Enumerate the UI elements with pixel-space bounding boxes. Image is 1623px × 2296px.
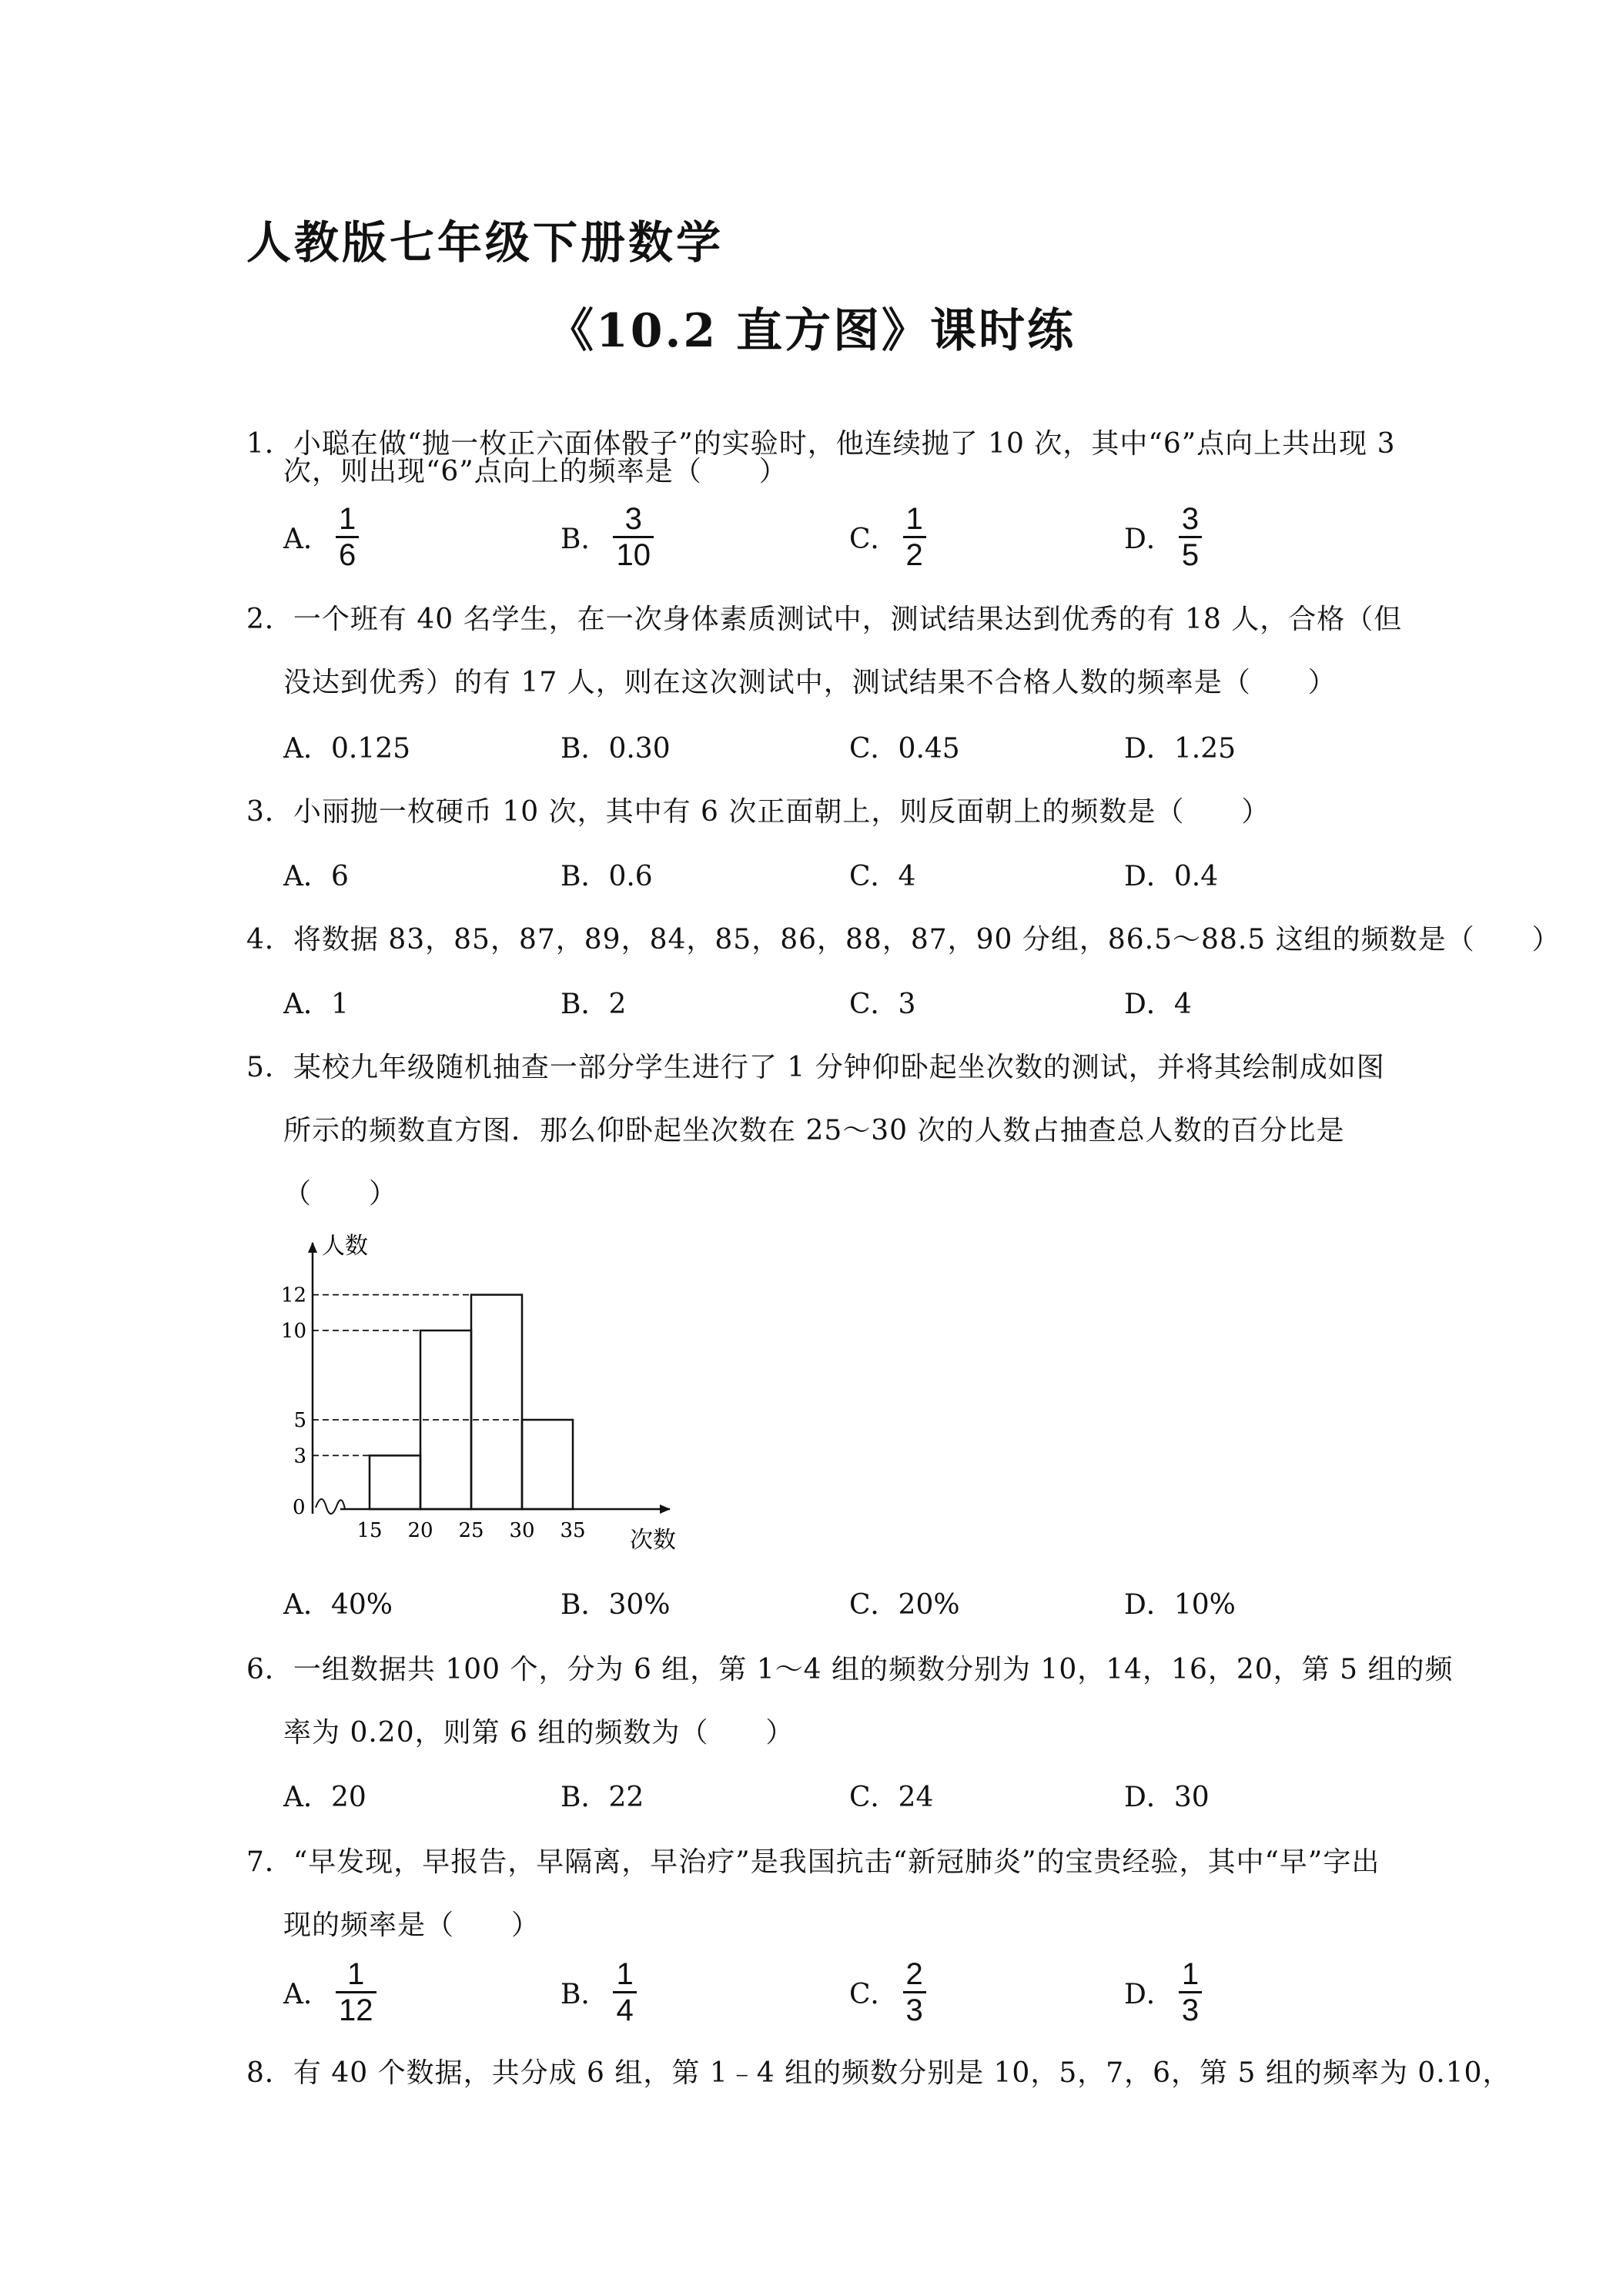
q7-option-a: A． $\frac{1}{12}$ bbox=[283, 1957, 376, 2027]
axis-break bbox=[316, 1499, 345, 1514]
fraction: $\frac{3}{5}$ bbox=[1179, 502, 1202, 572]
q3-option-d: D．0.4 bbox=[1124, 861, 1219, 892]
fraction: $\frac{1}{2}$ bbox=[903, 502, 926, 572]
fraction: $\frac{3}{10}$ bbox=[613, 502, 654, 572]
q7-option-c: C． $\frac{2}{3}$ bbox=[849, 1957, 926, 2027]
question-5-line-2: 所示的频数直方图．那么仰卧起坐次数在 25～30 次的人数占抽查总人数的百分比是 bbox=[283, 1115, 1345, 1146]
histogram-bar bbox=[522, 1420, 573, 1509]
q4-option-b: B．2 bbox=[561, 989, 627, 1020]
question-1-line-2: 次，则出现“6”点向上的频率是（ ） bbox=[283, 456, 788, 487]
q1-option-c: C． $\frac{1}{2}$ bbox=[849, 502, 926, 572]
q3-option-a: A．6 bbox=[283, 861, 349, 892]
q7-option-d: D． $\frac{1}{3}$ bbox=[1124, 1957, 1202, 2027]
q2-option-a: A．0.125 bbox=[283, 733, 411, 765]
q2-option-c: C．0.45 bbox=[849, 733, 960, 765]
question-2-line-2: 没达到优秀）的有 17 人，则在这次测试中，测试结果不合格人数的频率是（ ） bbox=[283, 667, 1337, 698]
y-tick-label: 5 bbox=[293, 1409, 306, 1432]
q6-option-c: C．24 bbox=[849, 1782, 934, 1813]
chart-plot-area bbox=[281, 1243, 670, 1542]
y-tick-label: 10 bbox=[280, 1320, 306, 1343]
y-tick-label: 3 bbox=[293, 1444, 306, 1468]
y-tick-label: 12 bbox=[280, 1284, 306, 1307]
q5-option-d: D．10% bbox=[1124, 1589, 1236, 1621]
y-axis-label: 人数 bbox=[322, 1233, 368, 1260]
question-6-line-2: 率为 0.20，则第 6 组的频数为（ ） bbox=[283, 1717, 795, 1749]
question-8-line-1: 8．有 40 个数据，共分成 6 组，第 1﹣4 组的频数分别是 10，5，7，6，第 5 组的频率为 0.10， bbox=[246, 2057, 1511, 2089]
page-title: 人教版七年级下册数学 bbox=[246, 216, 724, 269]
page-subtitle: 《10.2 直方图》课时练 bbox=[547, 304, 1076, 358]
histogram-bar bbox=[370, 1455, 420, 1509]
fraction: $\frac{1}{6}$ bbox=[336, 502, 359, 572]
q5-option-b: B．30% bbox=[561, 1589, 671, 1621]
question-7-line-1: 7．“早发现，早报告，早隔离，早治疗”是我国抗击“新冠肺炎”的宝贵经验，其中“早”字出 bbox=[246, 1846, 1380, 1878]
q6-option-a: A．20 bbox=[283, 1782, 366, 1813]
question-5-line-1: 5．某校九年级随机抽查一部分学生进行了 1 分钟仰卧起坐次数的测试，并将其绘制成如图 bbox=[246, 1052, 1385, 1083]
question-3-line-1: 3．小丽抛一枚硬币 10 次，其中有 6 次正面朝上，则反面朝上的频数是（ ） bbox=[246, 796, 1270, 828]
y-tick-label: 0 bbox=[293, 1496, 306, 1519]
fraction: $\frac{1}{4}$ bbox=[613, 1957, 636, 2027]
histogram-chart bbox=[280, 1224, 685, 1563]
histogram-bar bbox=[471, 1295, 522, 1509]
q1-option-b: B． $\frac{3}{10}$ bbox=[561, 502, 654, 572]
q2-option-d: D．1.25 bbox=[1124, 733, 1236, 765]
x-tick-label: 25 bbox=[458, 1519, 484, 1542]
q5-option-c: C．20% bbox=[849, 1589, 960, 1621]
x-axis-label: 次数 bbox=[630, 1527, 676, 1554]
q3-option-b: B．0.6 bbox=[561, 861, 653, 892]
q3-option-c: C．4 bbox=[849, 861, 916, 892]
q4-option-a: A．1 bbox=[283, 989, 349, 1020]
question-6-line-1: 6．一组数据共 100 个，分为 6 组，第 1～4 组的频数分别为 10，14，16，20，第 5 组的频 bbox=[246, 1654, 1454, 1685]
x-tick-label: 15 bbox=[356, 1519, 383, 1542]
x-tick-label: 30 bbox=[509, 1519, 535, 1542]
x-tick-label: 20 bbox=[407, 1519, 433, 1542]
question-4-line-1: 4．将数据 83，85，87，89，84，85，86，88，87，90 分组，86.5～88.5 这组的频数是（ ） bbox=[246, 924, 1561, 956]
q6-option-b: B．22 bbox=[561, 1782, 644, 1813]
question-7-line-2: 现的频率是（ ） bbox=[283, 1909, 540, 1941]
q4-option-d: D．4 bbox=[1124, 989, 1192, 1020]
fraction: $\frac{1}{12}$ bbox=[336, 1957, 376, 2027]
question-1-line-1: 1．小聪在做“抛一枚正六面体骰子”的实验时，他连续抛了 10 次，其中“6”点向上共出现 3 bbox=[246, 428, 1396, 460]
fraction: $\frac{2}{3}$ bbox=[903, 1957, 926, 2027]
q6-option-d: D．30 bbox=[1124, 1782, 1210, 1813]
question-2-line-1: 2．一个班有 40 名学生，在一次身体素质测试中，测试结果达到优秀的有 18 人，合格（但 bbox=[246, 604, 1403, 635]
q2-option-b: B．0.30 bbox=[561, 733, 671, 765]
q1-option-a: A． $\frac{1}{6}$ bbox=[283, 502, 359, 572]
q1-option-d: D． $\frac{3}{5}$ bbox=[1124, 502, 1202, 572]
fraction: $\frac{1}{3}$ bbox=[1179, 1957, 1202, 2027]
q7-option-b: B． $\frac{1}{4}$ bbox=[561, 1957, 637, 2027]
x-tick-label: 35 bbox=[560, 1519, 586, 1542]
q4-option-c: C．3 bbox=[849, 989, 916, 1020]
q5-option-a: A．40% bbox=[283, 1589, 393, 1621]
question-5-line-3: （ ） bbox=[283, 1178, 398, 1210]
